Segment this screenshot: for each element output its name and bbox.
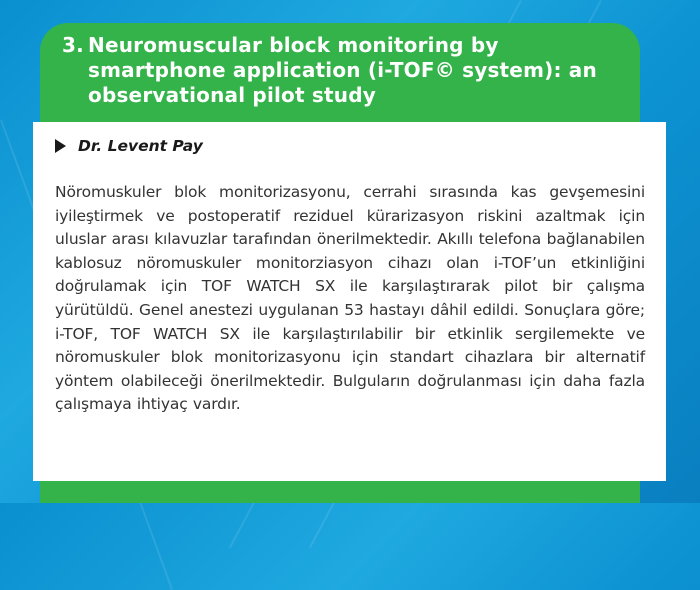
triangle-right-icon bbox=[55, 139, 66, 153]
author-line bbox=[55, 137, 203, 155]
section-heading bbox=[62, 33, 632, 108]
abstract-text: Nöromuskuler blok monitorizasyonu, cerrahi sırasında kas gevşemesini iyileştirmek ve postoperatif reziduel kürarizasyon riskini azaltmak için uluslar arası kılavuzlar tarafından önerilmektedir. Akıllı telefona bağlanabilen kablosuz nöromuskuler monitorziasyon cihazı olan i-TOF’un etkinliğini doğrulamak için TOF WATCH SX ile karşılaştırarak pilot bir çalışma yürütüldü. Genel anestezi uygulanan 53 hastayı dâhil edildi. Sonuçlara göre; i-TOF, TOF WATCH SX ile karşılaştırılabilir bir etkinlik sergilemekte ve nöromuskuler blok monitorizasyonu için standart cihazlara bir alternatif yöntem olabileceği önerilmektedir. Bulguların doğrulanması için daha fazla çalışmaya ihtiyaç vardır. bbox=[55, 183, 645, 414]
section-title: Neuromuscular block monitoring by smartphone application (i-TOF© system): an observational pilot study bbox=[88, 33, 597, 107]
author-name: Dr. Levent Pay bbox=[78, 137, 203, 155]
section-number: 3. bbox=[62, 33, 84, 57]
